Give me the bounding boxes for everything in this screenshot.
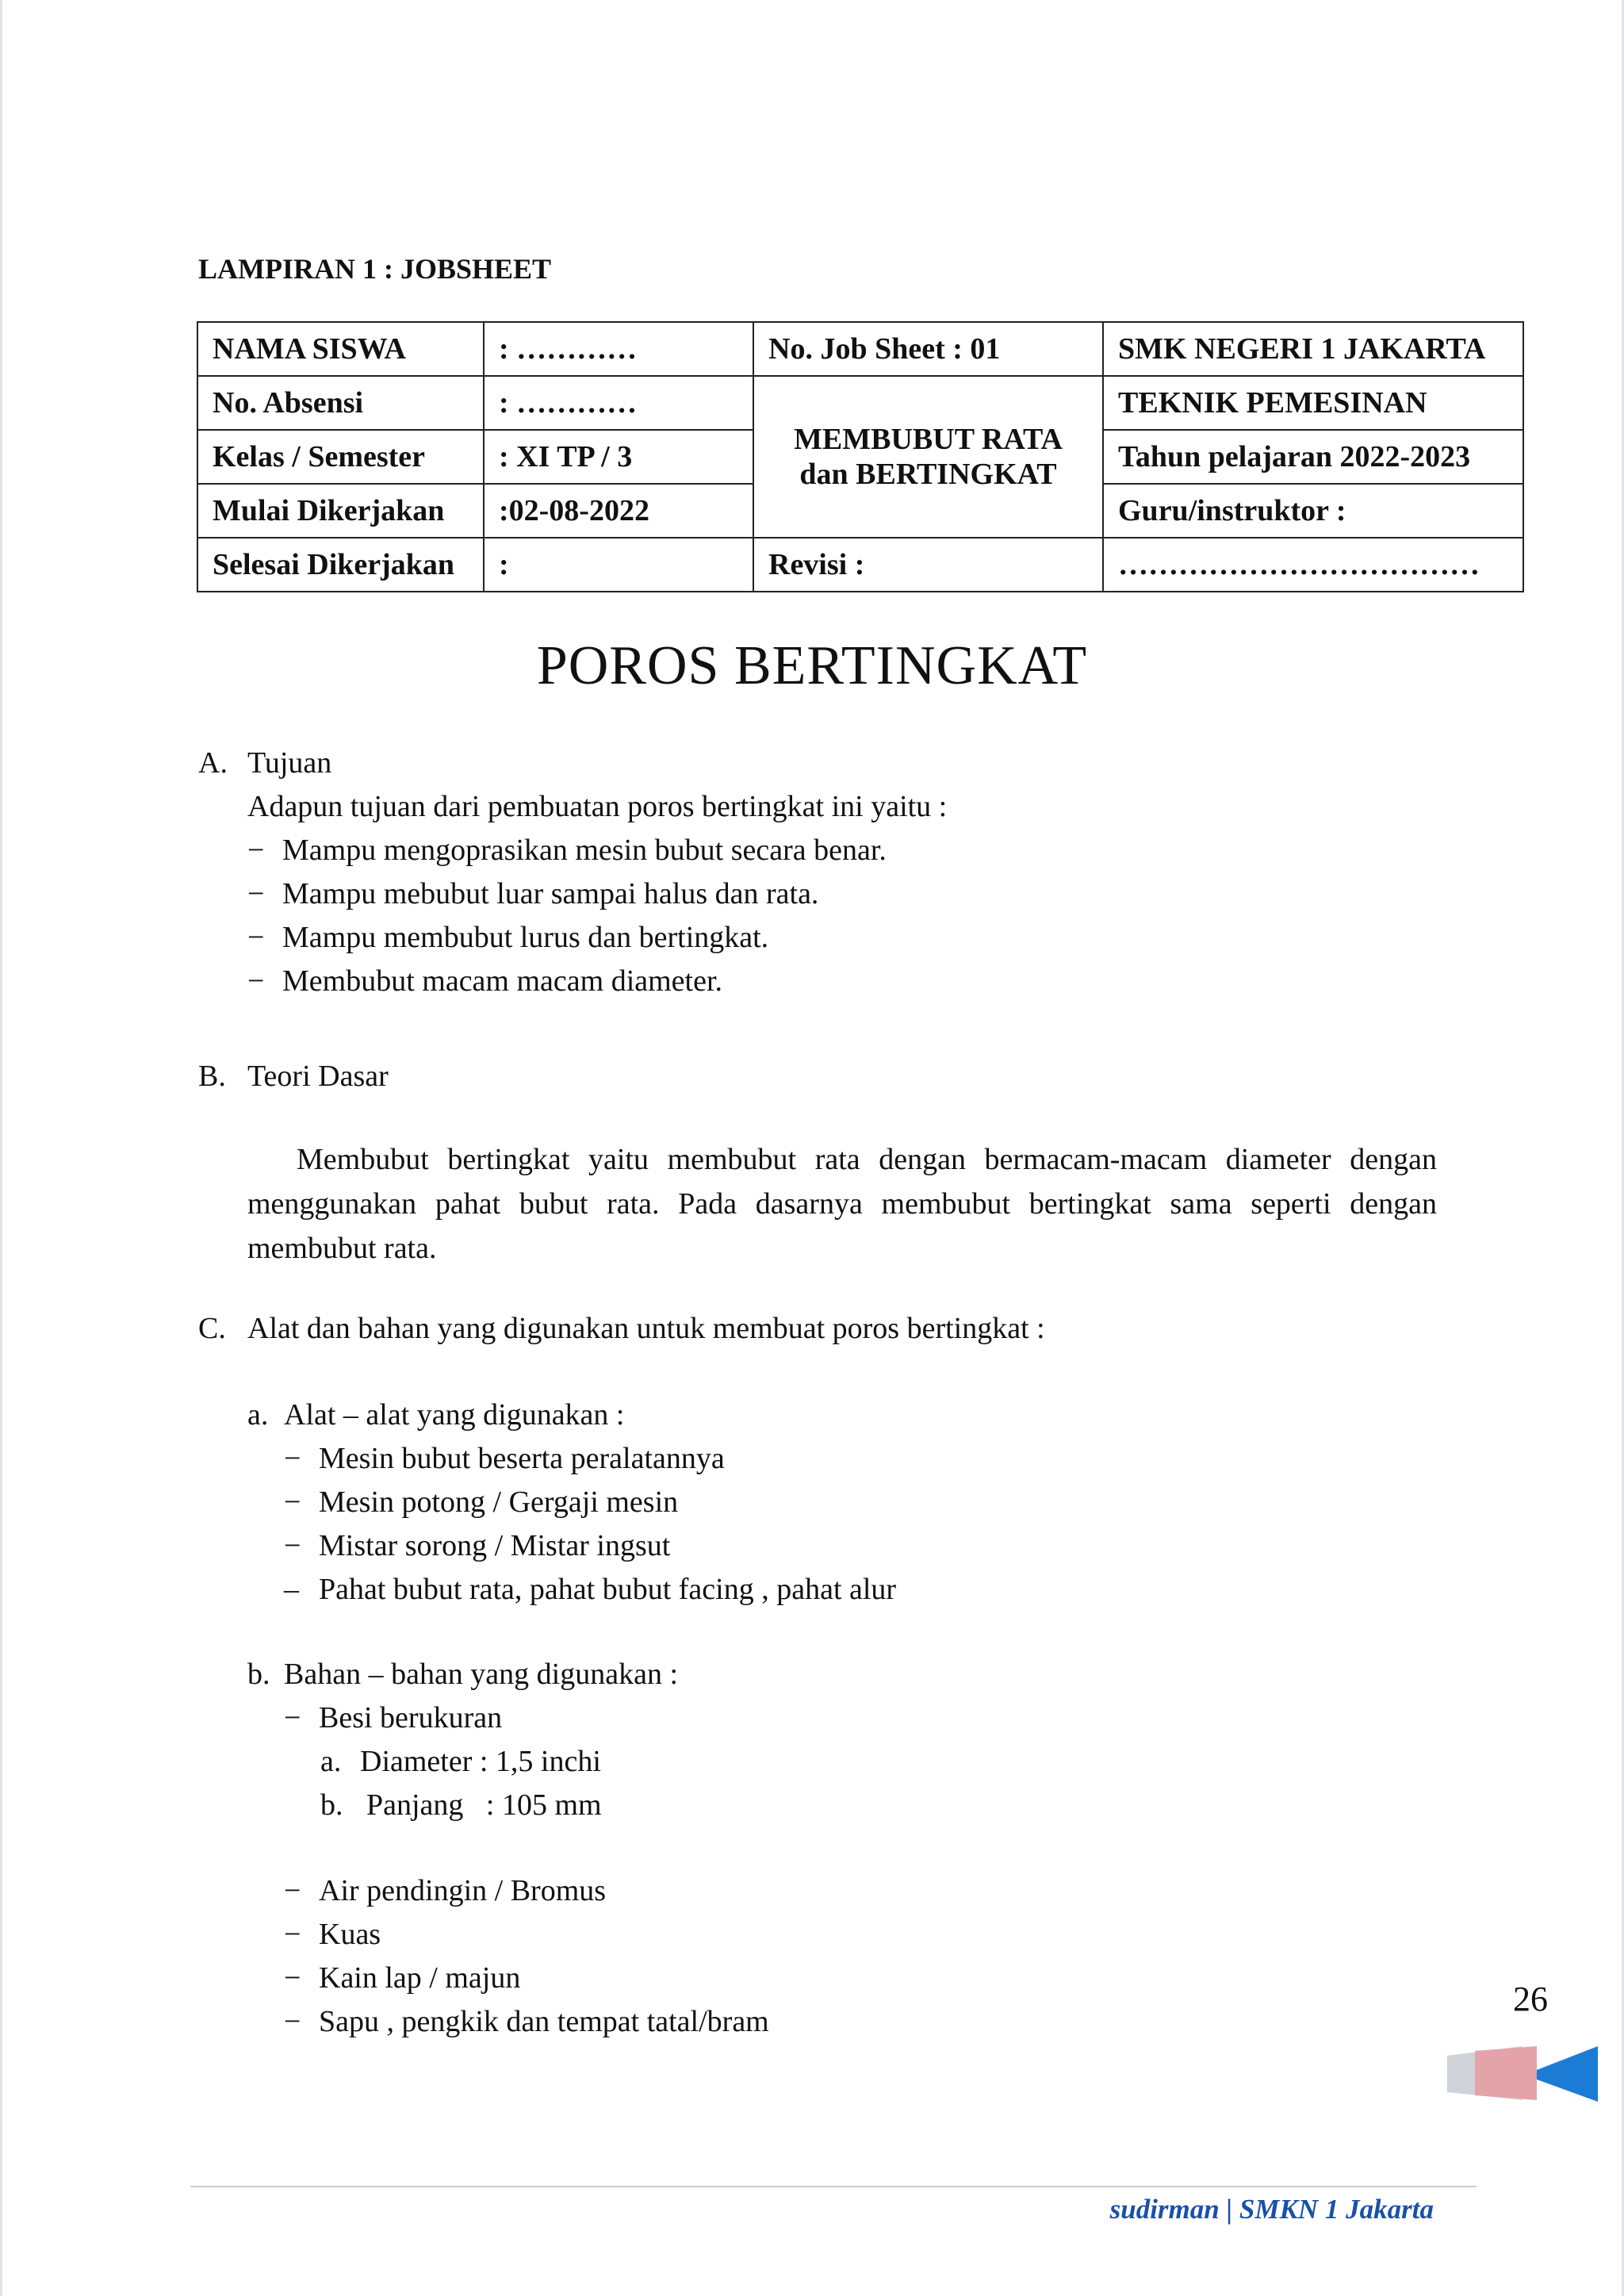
kelas-semester-label: Kelas / Semester: [197, 430, 484, 484]
list-item: − Kain lap / majun: [284, 1961, 521, 1995]
bahan-heading: Bahan – bahan yang digunakan :: [284, 1658, 679, 1691]
table-row: [197, 322, 1523, 376]
list-item: − Besi berukuran: [284, 1701, 503, 1734]
selesai-value: :: [484, 538, 753, 592]
signature-line: ………………………………: [1103, 538, 1523, 592]
list-item: − Mesin potong / Gergaji mesin: [284, 1485, 679, 1519]
list-item: − Sapu , pengkik dan tempat tatal/bram: [284, 2005, 769, 2038]
diameter-spec: Diameter : 1,5 inchi: [360, 1745, 601, 1778]
mulai-label: Mulai Dikerjakan: [197, 484, 484, 538]
section-c-heading: Alat dan bahan yang digunakan untuk membuat poros bertingkat :: [247, 1312, 1045, 1345]
section-a-heading: Tujuan: [247, 746, 332, 780]
job-topic: [753, 376, 1103, 538]
footer-text: sudirman | SMKN 1 Jakarta: [1109, 2194, 1434, 2225]
list-item: − Mampu mebubut luar sampai halus dan rata.: [247, 877, 819, 910]
list-item: − Mistar sorong / Mistar ingsut: [284, 1529, 671, 1562]
lampiran-heading: LAMPIRAN 1 : JOBSHEET: [198, 253, 552, 285]
section-a-intro: Adapun tujuan dari pembuatan poros bertingkat ini yaitu :: [247, 790, 948, 823]
absensi-value: : …………: [484, 376, 753, 430]
school-name: SMK NEGERI 1 JAKARTA: [1103, 322, 1523, 376]
footer-divider: [190, 2186, 1477, 2187]
kelas-semester-value: : XI TP / 3: [484, 430, 753, 484]
job-topic-line1: MEMBUBUT RATA: [794, 423, 1063, 456]
page-title: POROS BERTINGKAT: [536, 635, 1088, 696]
mulai-value: :02-08-2022: [484, 484, 753, 538]
academic-year: Tahun pelajaran 2022-2023: [1103, 430, 1523, 484]
list-item: − Kuas: [284, 1918, 381, 1951]
section-b-marker: B.: [198, 1060, 226, 1093]
section-c-marker: C.: [198, 1312, 226, 1345]
teori-dasar-paragraph: Membubut bertingkat yaitu membubut rata dengan bermacam-macam diameter dengan menggunakan pahat bubut rata. Pada dasarnya membubut bertingkat sama seperti dengan membubut rata.: [247, 1143, 1437, 1265]
bahan-marker: b.: [247, 1658, 270, 1691]
selesai-label: Selesai Dikerjakan: [197, 538, 484, 592]
section-b-heading: Teori Dasar: [247, 1060, 389, 1093]
nama-siswa-label: NAMA SISWA: [197, 322, 484, 376]
alat-heading: Alat – alat yang digunakan :: [284, 1398, 625, 1432]
nama-siswa-value: : …………: [484, 322, 753, 376]
table-row: [197, 376, 1523, 430]
sub-list-marker: a.: [320, 1745, 342, 1778]
job-sheet-info-table: [197, 321, 1524, 592]
list-item: − Membubut macam macam diameter.: [247, 964, 723, 998]
list-item: − Mampu membubut lurus dan bertingkat.: [247, 921, 769, 954]
page-number: 26: [1513, 1980, 1548, 2018]
page-ribbon-icon: [1443, 2038, 1602, 2110]
instructor-label: Guru/instruktor :: [1103, 484, 1523, 538]
list-item: − Mampu mengoprasikan mesin bubut secara benar.: [247, 834, 887, 867]
department-name: TEKNIK PEMESINAN: [1103, 376, 1523, 430]
job-sheet-number: No. Job Sheet : 01: [753, 322, 1103, 376]
list-item: − Mesin bubut beserta peralatannya: [284, 1442, 725, 1475]
absensi-label: No. Absensi: [197, 376, 484, 430]
alat-marker: a.: [247, 1398, 269, 1432]
list-item: − Air pendingin / Bromus: [284, 1874, 607, 1907]
table-row: [197, 538, 1523, 592]
job-topic-line2: dan BERTINGKAT: [799, 458, 1057, 491]
panjang-spec: Panjang : 105 mm: [366, 1788, 602, 1822]
revisi-label: Revisi :: [753, 538, 1103, 592]
sub-list-marker: b.: [320, 1788, 343, 1822]
section-a-marker: A.: [198, 746, 228, 780]
list-item: – Pahat bubut rata, pahat bubut facing , pahat alur: [284, 1573, 897, 1606]
